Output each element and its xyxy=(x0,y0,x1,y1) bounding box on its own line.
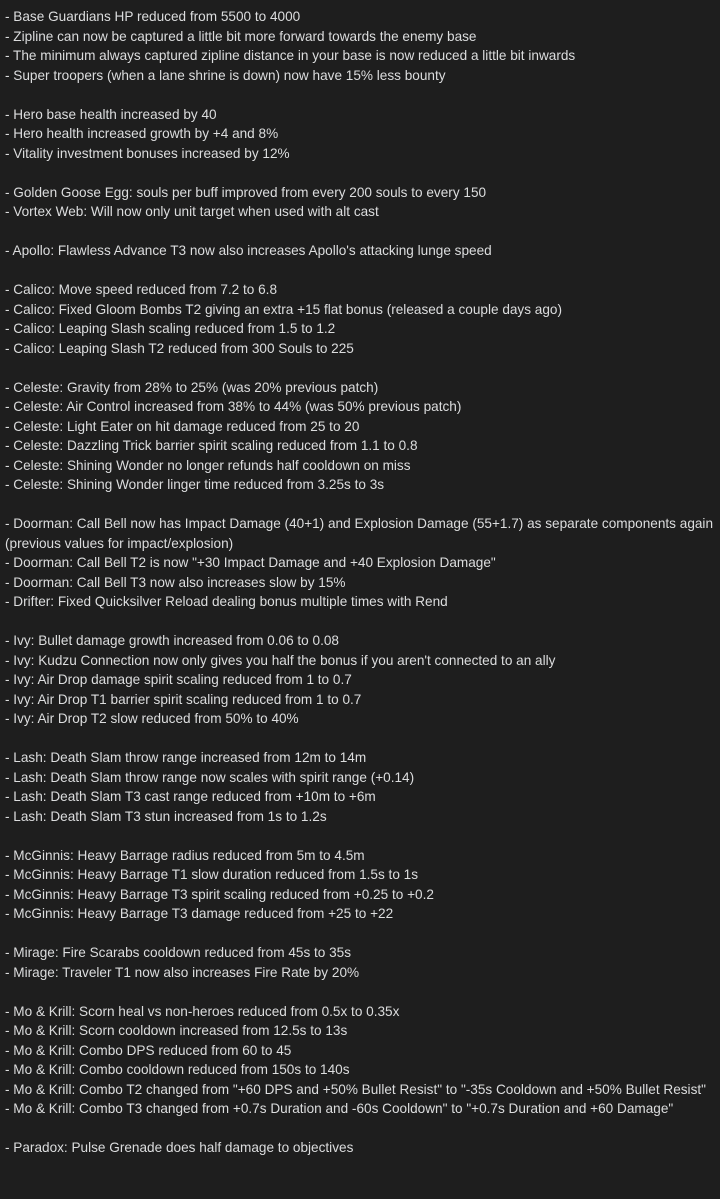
patch-note-line: - Ivy: Bullet damage growth increased from 0.06 to 0.08 xyxy=(5,633,339,648)
patch-note-line: - Celeste: Light Eater on hit damage reduced from 25 to 20 xyxy=(5,418,360,434)
patch-note-line: - Mo & Krill: Scorn heal vs non-heroes reduced from 0.5x to 0.35x xyxy=(5,1003,400,1019)
patch-note-line: - Calico: Move speed reduced from 7.2 to 6.8 xyxy=(5,282,278,297)
patch-note-line: - Ivy: Air Drop T2 slow reduced from 50% to 40% xyxy=(5,711,299,726)
patch-note-line: - McGinnis: Heavy Barrage radius reduced from 5m to 4.5m xyxy=(5,847,365,863)
patch-note-line: - Hero health increased growth by +4 and 8% xyxy=(5,126,279,141)
group-spacer xyxy=(5,261,717,281)
patch-note-line: - Celeste: Air Control increased from 38% to 44% (was 50% previous patch) xyxy=(5,399,462,414)
patch-note-line: - Apollo: Flawless Advance T3 now also increases Apollo's attacking lunge speed xyxy=(5,243,492,258)
group-spacer xyxy=(5,982,717,1002)
patch-note-line: - Ivy: Air Drop damage spirit scaling reduced from 1 to 0.7 xyxy=(5,672,352,687)
patch-note-line: - Mo & Krill: Combo cooldown reduced from 150s to 140s xyxy=(5,1062,350,1077)
patch-note-line: - Lash: Death Slam T3 cast range reduced from +10m to +6m xyxy=(5,789,376,804)
patch-note-line: - Mo & Krill: Scorn cooldown increased from 12.5s to 13s xyxy=(5,1023,348,1038)
group-spacer xyxy=(5,222,717,242)
patch-note-line: - Vortex Web: Will now only unit target when used with alt cast xyxy=(5,204,379,219)
patch-note-line: - Ivy: Air Drop T1 barrier spirit scaling reduced from 1 to 0.7 xyxy=(5,691,362,707)
patch-note-line: - Celeste: Gravity from 28% to 25% (was 20% previous patch) xyxy=(5,379,379,395)
patch-note-line: - Calico: Fixed Gloom Bombs T2 giving an extra +15 flat bonus (released a couple days ago) xyxy=(5,301,563,317)
patch-note-line: - Super troopers (when a lane shrine is down) now have 15% less bounty xyxy=(5,67,446,83)
patch-note-line: - Celeste: Dazzling Trick barrier spirit scaling reduced from 1.1 to 0.8 xyxy=(5,438,418,453)
group-spacer xyxy=(5,495,717,515)
patch-note-line: - Drifter: Fixed Quicksilver Reload dealing bonus multiple times with Rend xyxy=(5,594,448,609)
group-spacer xyxy=(5,163,717,183)
patch-note-line: - Mo & Krill: Combo DPS reduced from 60 to 45 xyxy=(5,1042,292,1058)
patch-note-line: - Calico: Leaping Slash scaling reduced from 1.5 to 1.2 xyxy=(5,321,336,336)
group-spacer xyxy=(5,612,717,632)
group-spacer xyxy=(5,1119,717,1139)
patch-note-line: - Celeste: Shining Wonder linger time reduced from 3.25s to 3s xyxy=(5,477,385,492)
group-spacer xyxy=(5,85,717,105)
patch-note-line: - Doorman: Call Bell T2 is now "+30 Impact Damage and +40 Explosion Damage" xyxy=(5,555,496,570)
patch-note-line: - Vitality investment bonuses increased by 12% xyxy=(5,145,290,161)
patch-note-line: - Celeste: Shining Wonder no longer refunds half cooldown on miss xyxy=(5,457,411,473)
patch-note-line: - Mirage: Fire Scarabs cooldown reduced from 45s to 35s xyxy=(5,945,352,960)
patch-note-line: - Calico: Leaping Slash T2 reduced from 300 Souls to 225 xyxy=(5,340,354,356)
group-spacer xyxy=(5,924,717,944)
patch-note-line: - Lash: Death Slam throw range now scales with spirit range (+0.14) xyxy=(5,769,415,785)
patch-note-line: - Doorman: Call Bell T3 now also increases slow by 15% xyxy=(5,574,346,590)
patch-note-line: - Paradox: Pulse Grenade does half damage to objectives xyxy=(5,1140,354,1155)
patch-note-line: - Mo & Krill: Combo T2 changed from "+60 DPS and +50% Bullet Resist" to "-35s Cooldown and +50% Bullet Resist" xyxy=(5,1081,706,1097)
patch-note-line: - McGinnis: Heavy Barrage T1 slow duration reduced from 1.5s to 1s xyxy=(5,867,419,882)
patch-note-line: - Golden Goose Egg: souls per buff improved from every 200 souls to every 150 xyxy=(5,184,487,200)
patch-note-line: - The minimum always captured zipline distance in your base is now reduced a little bit inwards xyxy=(5,48,576,63)
patch-note-line: - Zipline can now be captured a little bit more forward towards the enemy base xyxy=(5,28,477,44)
group-spacer xyxy=(5,729,717,749)
patch-note-line: - Mo & Krill: Combo T3 changed from +0.7s Duration and -60s Cooldown" to "+0.7s Duration and +60 Damage" xyxy=(5,1101,674,1116)
patch-note-line: - Lash: Death Slam throw range increased from 12m to 14m xyxy=(5,750,367,765)
patch-note-line: - Lash: Death Slam T3 stun increased from 1s to 1.2s xyxy=(5,808,327,824)
group-spacer xyxy=(5,358,717,378)
patch-note-line: - Base Guardians HP reduced from 5500 to 4000 xyxy=(5,9,301,24)
patch-note-line: - McGinnis: Heavy Barrage T3 damage reduced from +25 to +22 xyxy=(5,906,394,921)
patch-note-line: - Hero base health increased by 40 xyxy=(5,106,217,122)
patch-note-line: - Ivy: Kudzu Connection now only gives you half the bonus if you aren't connected to an ally xyxy=(5,652,556,668)
patch-note-line: - McGinnis: Heavy Barrage T3 spirit scaling reduced from +0.25 to +0.2 xyxy=(5,886,434,902)
patch-note-line: - Mirage: Traveler T1 now also increases Fire Rate by 20% xyxy=(5,964,360,980)
patch-note-line: - Doorman: Call Bell now has Impact Damage (40+1) and Explosion Damage (55+1.7) as separate components again (previous values for impact/explosion) xyxy=(5,516,714,551)
group-spacer xyxy=(5,826,717,846)
